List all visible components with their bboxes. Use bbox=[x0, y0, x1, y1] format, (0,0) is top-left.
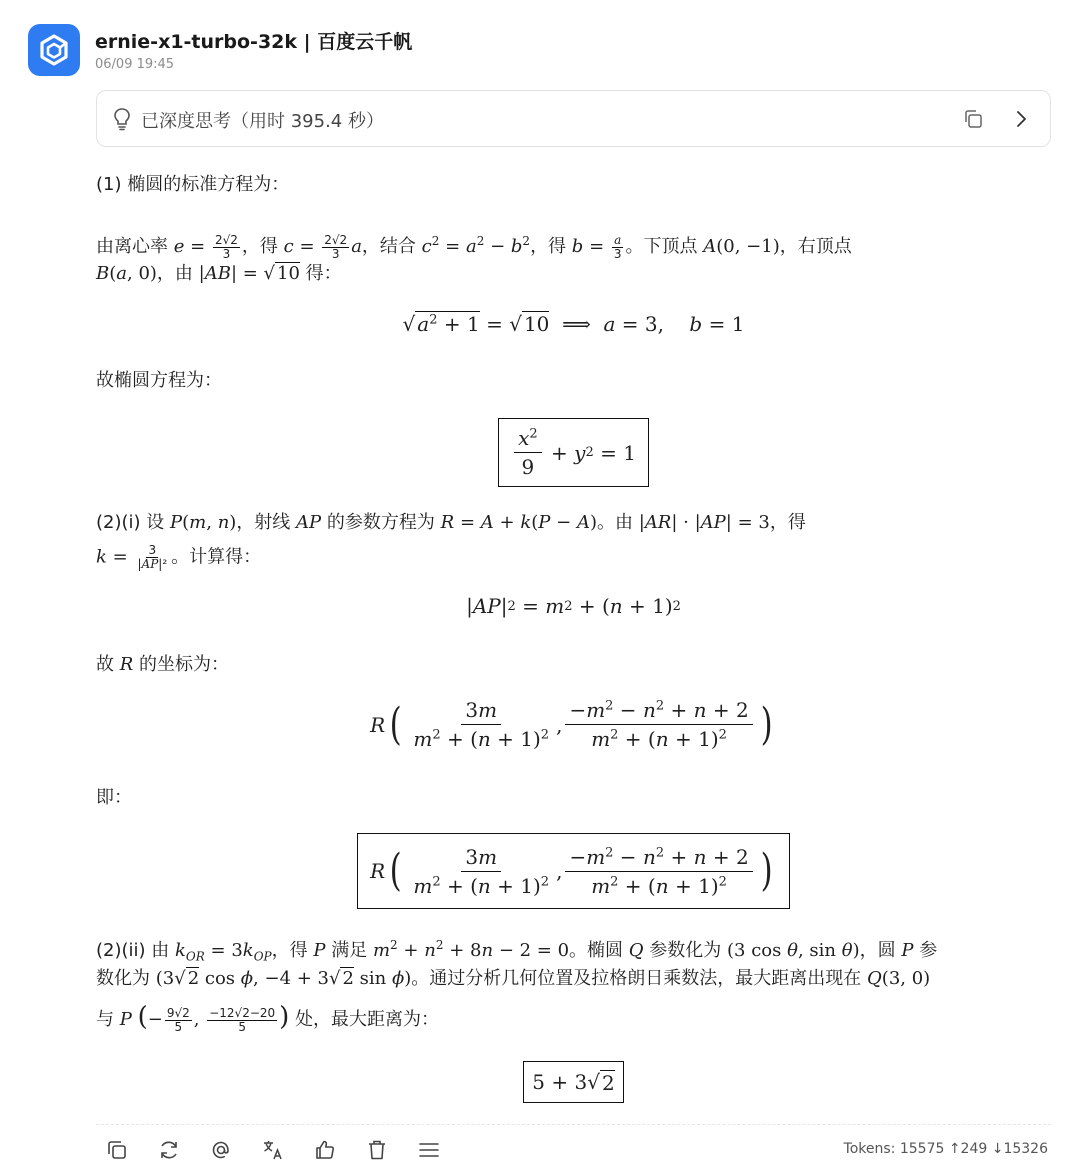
regenerate-icon[interactable] bbox=[156, 1137, 182, 1163]
menu-icon[interactable] bbox=[416, 1137, 442, 1163]
part2ii-line2: 数化为 (3√ 2 cos ϕ, −4 + 3√ 2 sin ϕ)。通过分析几何位置及拉格朗日乘数法，最大距离出现在 Q(3, 0) bbox=[96, 968, 931, 989]
part2ii-line3: 与 P (− $\frac{9√2}{5}$ , $\frac{-12√2-20}{5}$ ) 处，最大距离为： bbox=[96, 1002, 440, 1034]
part2i-ie-label: 即： bbox=[96, 787, 132, 808]
message-toolbar bbox=[104, 1137, 442, 1163]
toolbar-divider bbox=[96, 1124, 1051, 1125]
ellipse-equation-boxed: $\frac{x^2}{9}$ + y 2 = 1 bbox=[96, 418, 1051, 487]
equation-ap-squared: | AP | 2 = m 2 + ( n + 1) 2 bbox=[466, 594, 681, 618]
thumbs-up-icon[interactable] bbox=[312, 1137, 338, 1163]
translate-icon[interactable] bbox=[260, 1137, 286, 1163]
token-usage: Tokens: 15575 ↑249 ↓15326 bbox=[843, 1141, 1048, 1157]
part1-derivation-line2: B(a, 0)，由 |AB| = √ 10 得： bbox=[96, 263, 342, 284]
part1-heading: (1) 椭圆的标准方程为： bbox=[96, 174, 290, 195]
model-avatar bbox=[28, 24, 80, 76]
part2i-line1: (2)(i) 设 P(m, n)，射线 AP 的参数方程为 R = A + k(P − A)。由 |AR| · |AP| = 3，得 bbox=[96, 512, 806, 533]
equation-sqrt-solve: √ $a^2 + 1$ = √ 10 ⟹ a = 3, b = 1 bbox=[402, 311, 745, 336]
deep-thinking-panel[interactable] bbox=[96, 90, 1051, 147]
part2i-coord-label: 故 R 的坐标为： bbox=[96, 654, 230, 675]
mention-icon[interactable] bbox=[208, 1137, 234, 1163]
part1-conclusion: 故椭圆方程为： bbox=[96, 370, 222, 391]
part2i-line2: k = $\frac{3}{\text{|AP|²}}$ 。计算得： bbox=[96, 543, 262, 571]
lightbulb-icon bbox=[111, 107, 133, 135]
equation-r-coordinates-boxed: R ( $\frac{3m}{m^2 + (n + 1)^2}$ , $\frac{-m^2 - n^2 + n + 2}{m^2 + (n + 1)^2}$ ) bbox=[96, 833, 1051, 909]
thinking-duration-label: 已深度思考（用时 395.4 秒） bbox=[141, 111, 384, 132]
delete-icon[interactable] bbox=[364, 1137, 390, 1163]
copy-icon[interactable] bbox=[104, 1137, 130, 1163]
model-name: ernie-x1-turbo-32k | 百度云千帆 bbox=[95, 31, 413, 53]
message-timestamp: 06/09 19:45 bbox=[95, 57, 175, 72]
part2ii-line1: (2)(ii) 由 $k_{OR} = 3k_{OP}$，得 P 满足 $m^2 + n^2 + 8n - 2 = 0$。椭圆 Q 参数化为 (3 cos θ, sin θ)，圆 P 参 bbox=[96, 938, 938, 964]
copy-icon[interactable] bbox=[962, 108, 984, 134]
part1-derivation-line1: 由离心率 e = $\frac{2√2}{3}$ ，得 c = $\frac{2√2}{3}$ a，结合 $c^2 = a^2 - b^2$，得 b = $\frac{a}{3}$ 。下顶点 A(0, −1)，右顶点 bbox=[96, 232, 852, 261]
equation-r-coordinates: R ( $\frac{3m}{m^2 + (n + 1)^2}$ , $\frac{-m^2 - n^2 + n + 2}{m^2 + (n + 1)^2}$ ) bbox=[370, 698, 773, 751]
cube-logo-icon bbox=[37, 33, 71, 67]
max-distance-boxed: 5 + 3√ 2 bbox=[96, 1061, 1051, 1103]
chevron-right-icon[interactable] bbox=[1010, 108, 1032, 134]
